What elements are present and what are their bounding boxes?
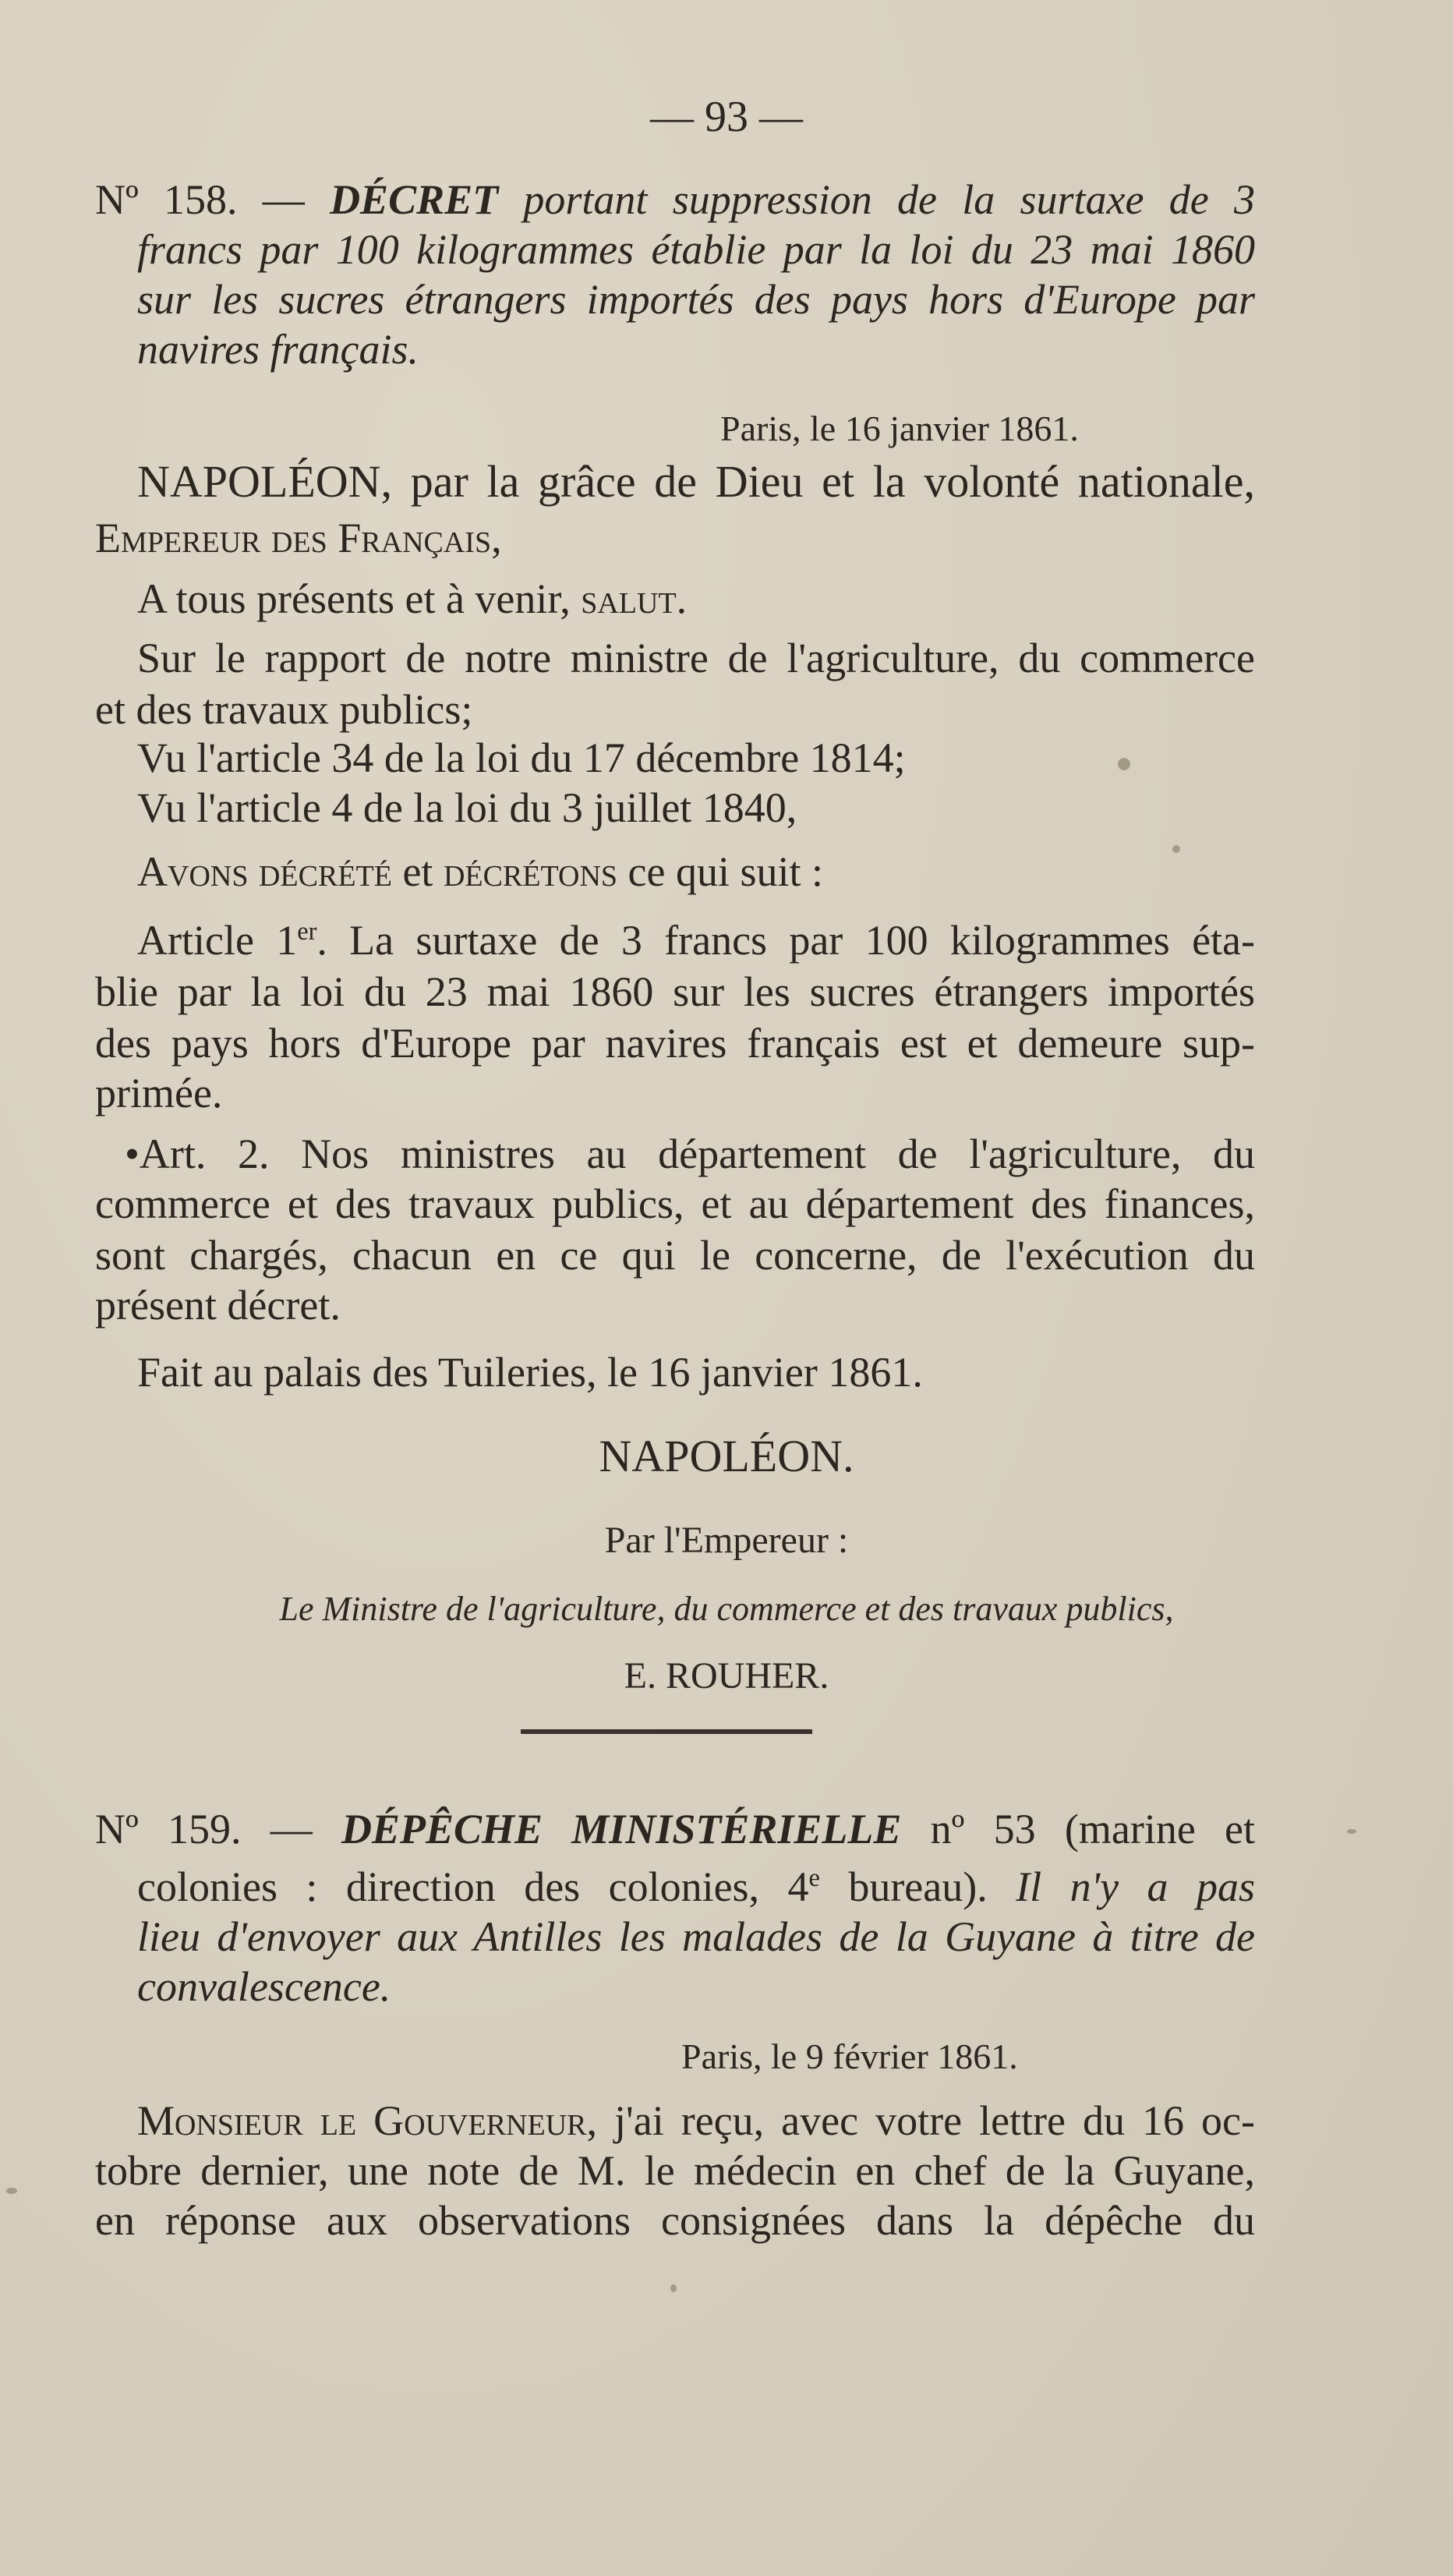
depeche-159-line2-sup: e xyxy=(808,1864,820,1892)
decree-158-heading-line-2: francs par 100 kilogrammes établie par la loi du 23 mai 1860 xyxy=(137,226,1255,273)
fait-line: Fait au palais des Tuileries, le 16 janvier 1861. xyxy=(137,1349,923,1396)
paper-speck xyxy=(1172,845,1180,853)
rapport-line-1: Sur le rapport de notre ministre de l'agriculture, du commerce xyxy=(137,635,1255,681)
article-1-prefix: Article 1 xyxy=(137,917,298,964)
depeche-159-heading-line-2 xyxy=(137,1862,1255,1912)
salut-prefix: A tous présents et à venir, xyxy=(137,575,582,622)
article-2-line-4: présent décret. xyxy=(95,1282,341,1329)
article-2-line-2: commerce et des travaux publics, et au département des finances, xyxy=(95,1180,1255,1227)
salut-word: salut. xyxy=(581,575,688,622)
depeche-159-line2-mid: bureau). xyxy=(819,1863,1016,1910)
decree-158-heading-line-3: sur les sucres étrangers importés des pays hors d'Europe par xyxy=(137,276,1255,323)
et-word: et xyxy=(391,848,444,895)
article-1-sup: er xyxy=(297,918,317,946)
page-number: — 93 — xyxy=(650,93,803,141)
article-1-line-2: blie par la loi du 23 mai 1860 sur les sucres étrangers importés xyxy=(95,968,1255,1015)
avons-rest: ce qui suit : xyxy=(617,848,824,895)
article-1-line-4: primée. xyxy=(95,1070,223,1116)
depeche-159-line2-prefix: colonies : direction des colonies, 4 xyxy=(137,1863,809,1910)
depeche-159-body-line-3: en réponse aux observations consignées dans la dépêche du xyxy=(95,2197,1255,2244)
decree-158-number: Nº 158. — xyxy=(95,176,331,223)
depeche-159-body-line-1-rest: , j'ai reçu, avec votre lettre du 16 oc- xyxy=(586,2097,1256,2144)
article-1-line-3: des pays hors d'Europe par navires français est et demeure sup- xyxy=(95,1020,1255,1067)
decretons-word: décrétons xyxy=(443,848,618,895)
monsieur-le-gouverneur: Monsieur le Gouverneur xyxy=(137,2097,587,2144)
paper-speck xyxy=(1118,758,1130,770)
depeche-159-number: Nº 159. — xyxy=(95,1806,341,1852)
depeche-159-line2-italic: Il n'y a pas xyxy=(1016,1863,1255,1910)
depeche-159-heading-line-4: convalescence. xyxy=(137,1963,391,2010)
decree-158-dateline: Paris, le 16 janvier 1861. xyxy=(720,409,1079,448)
paper-speck xyxy=(1347,1829,1356,1834)
paper-speck xyxy=(6,2188,17,2194)
decree-158-heading-line-1 xyxy=(95,175,1255,225)
depeche-159-title: DÉPÊCHE MINISTÉRIELLE xyxy=(341,1806,902,1852)
rouher-signature: E. ROUHER. xyxy=(624,1655,829,1697)
napoleon-line: NAPOLÉON, par la grâce de Dieu et la volonté nationale, xyxy=(137,456,1255,507)
article-1-line-1 xyxy=(137,915,1255,965)
section-divider xyxy=(521,1729,812,1734)
avons-line xyxy=(137,847,823,897)
article-1-rest: . La surtaxe de 3 francs par 100 kilogrammes éta- xyxy=(316,917,1255,964)
depeche-159-heading-line-1 xyxy=(95,1804,1255,1854)
signature-napoleon: NAPOLÉON. xyxy=(599,1431,854,1481)
empereur-line: Empereur des Français, xyxy=(95,515,502,561)
salut-line xyxy=(137,574,687,624)
rapport-line-2: et des travaux publics; xyxy=(95,686,473,733)
ministre-line: Le Ministre de l'agriculture, du commerce et des travaux publics, xyxy=(279,1590,1174,1628)
depeche-159-heading-line-3: lieu d'envoyer aux Antilles les malades de la Guyane à titre de xyxy=(137,1913,1255,1960)
paper-speck xyxy=(670,2284,677,2292)
depeche-159-heading-rest: nº 53 (marine et xyxy=(901,1806,1256,1852)
article-2-line-3: sont chargés, chacun en ce qui le concerne, de l'exécution du xyxy=(95,1232,1255,1279)
decrete-word: décrété xyxy=(258,848,392,895)
avons-word: Avons xyxy=(137,848,249,895)
par-empereur: Par l'Empereur : xyxy=(604,1520,849,1561)
decree-158-heading-rest: portant suppression de la surtaxe de 3 xyxy=(498,176,1255,223)
depeche-159-body-line-1 xyxy=(137,2096,1255,2146)
article-2-line-1: •Art. 2. Nos ministres au département de l'agriculture, du xyxy=(125,1131,1255,1177)
decree-158-heading-line-4: navires français. xyxy=(137,326,419,373)
depeche-159-dateline: Paris, le 9 février 1861. xyxy=(681,2036,1018,2076)
vu-line-2: Vu l'article 4 de la loi du 3 juillet 1840, xyxy=(137,784,797,831)
depeche-159-body-line-2: tobre dernier, une note de M. le médecin en chef de la Guyane, xyxy=(95,2147,1255,2194)
vu-line-1: Vu l'article 34 de la loi du 17 décembre 1814; xyxy=(137,734,906,781)
decree-158-title: DÉCRET xyxy=(330,176,499,223)
